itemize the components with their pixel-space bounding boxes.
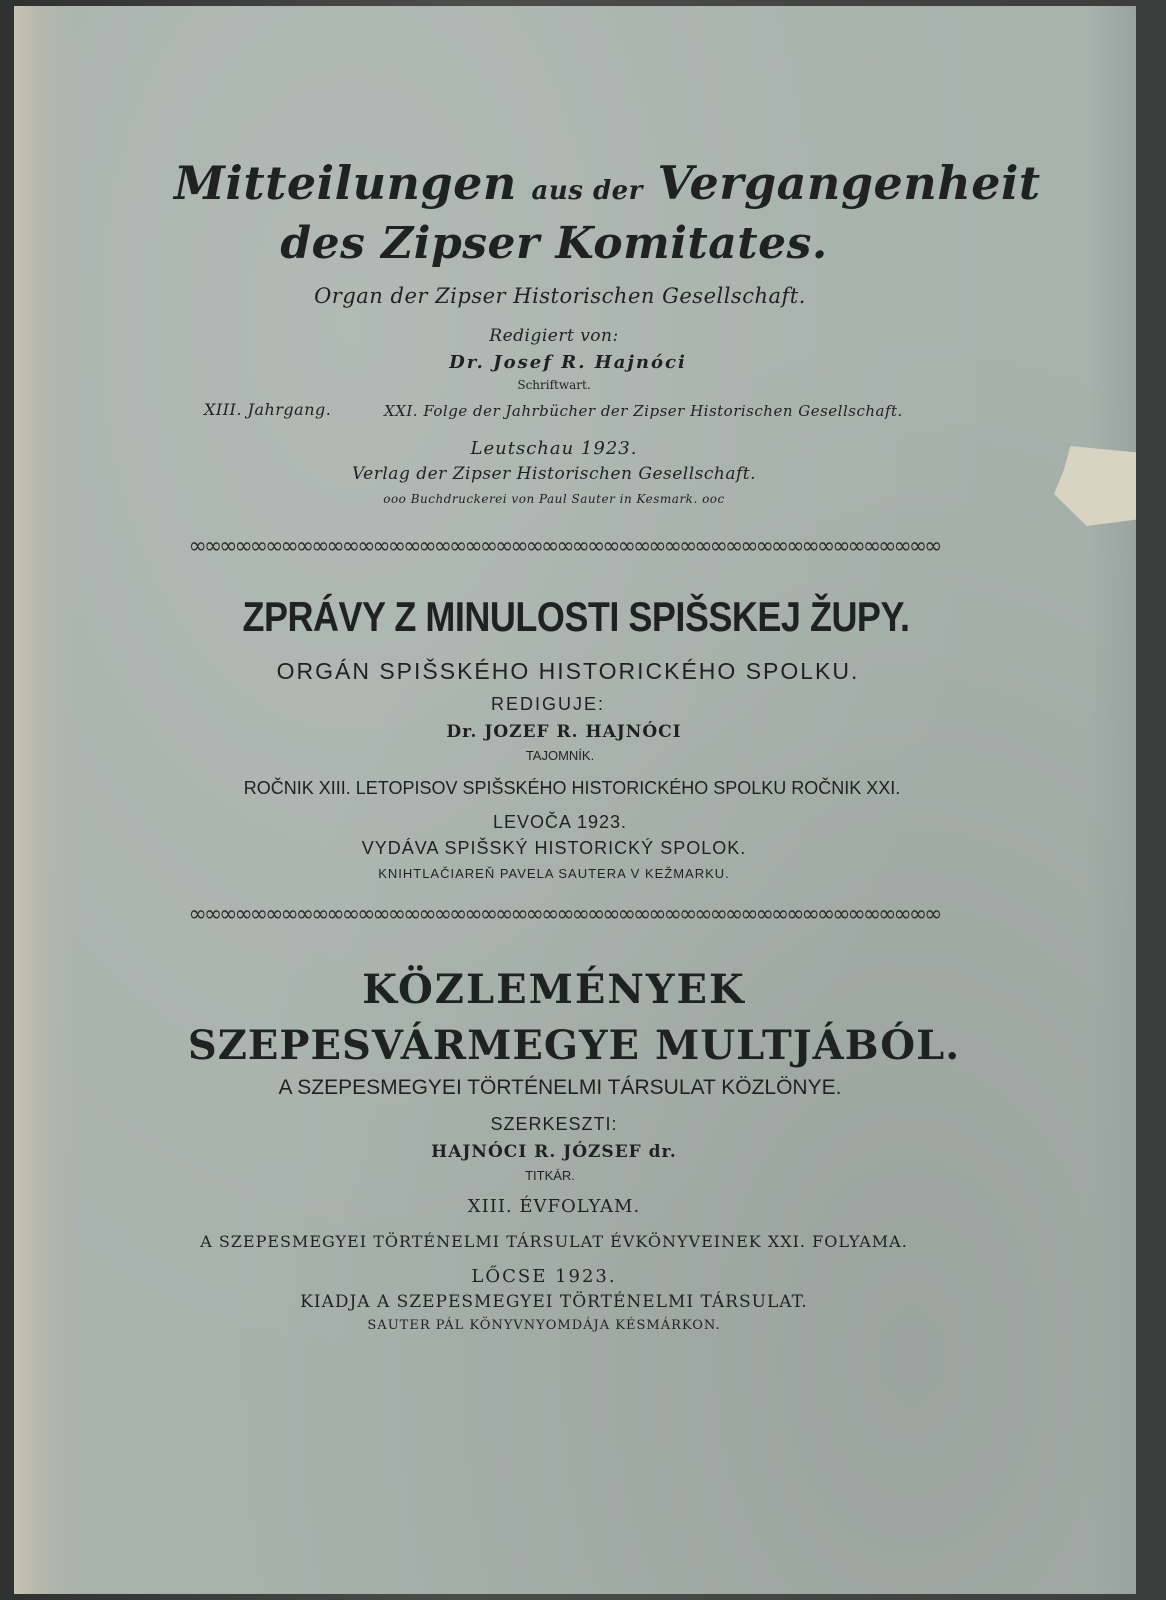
slovak-year-line: ROČNIK XIII. LETOPISOV SPIŠSKÉHO HISTORICKÉHO SPOLKU ROČNIK XXI. [243, 778, 901, 798]
german-printer: ooo Buchdruckerei von Paul Sauter in Kesmark. ooc [383, 492, 725, 506]
german-title-line1 [174, 156, 1041, 210]
german-volume: XIII. Jahrgang. [204, 400, 332, 419]
slovak-printer: KNIHTLAČIAREŇ PAVELA SAUTERA V KEŽMARKU. [378, 866, 730, 881]
hungarian-subtitle: A SZEPESMEGYEI TÖRTÉNELMI TÁRSULAT KÖZLÖNYE. [278, 1076, 842, 1099]
ornament-divider-2: ∞∞∞∞∞∞∞∞∞∞∞∞∞∞∞∞∞∞∞∞∞∞∞∞∞∞∞∞∞∞∞∞∞∞∞∞∞∞∞∞∞∞∞∞∞∞∞∞∞ [188, 902, 940, 926]
hungarian-volume: XIII. ÉVFOLYAM. [467, 1196, 641, 1217]
german-editor-role: Schriftwart. [517, 378, 591, 392]
torn-paper-patch [1054, 446, 1136, 526]
german-title-word-2: Vergangenheit [657, 156, 1041, 210]
german-series: XXI. Folge der Jahrbücher der Zipser Historischen Gesellschaft. [384, 402, 903, 420]
worn-left-edge [14, 6, 76, 1594]
german-subtitle: Organ der Zipser Historischen Gesellschaft. [314, 284, 806, 308]
hungarian-yearbook: A SZEPESMEGYEI TÖRTÉNELMI TÁRSULAT ÉVKÖNYVEINEK XXI. FOLYAMA. [200, 1232, 908, 1251]
german-title-connector: aus der [531, 176, 643, 206]
german-publisher: Verlag der Zipser Historischen Gesellschaft. [351, 464, 757, 484]
slovak-edited-by: REDIGUJE: [490, 694, 605, 714]
ornament-divider-1: ∞∞∞∞∞∞∞∞∞∞∞∞∞∞∞∞∞∞∞∞∞∞∞∞∞∞∞∞∞∞∞∞∞∞∞∞∞∞∞∞∞∞∞∞∞∞∞∞∞ [188, 534, 940, 558]
german-place-date: Leutschau 1923. [470, 438, 638, 459]
german-edited-by: Redigiert von: [489, 326, 619, 346]
worn-right-edge [1088, 6, 1136, 1594]
hungarian-printer: SAUTER PÁL KÖNYVNYOMDÁJA KÉSMÁRKON. [367, 1318, 721, 1333]
journal-cover [14, 6, 1136, 1594]
german-title-word-1: Mitteilungen [174, 156, 517, 210]
hungarian-publisher: KIADJA A SZEPESMEGYEI TÖRTÉNELMI TÁRSULAT. [300, 1292, 808, 1312]
slovak-title: ZPRÁVY Z MINULOSTI SPIŠSKEJ ŽUPY. [242, 592, 910, 640]
hungarian-editor-role: TITKÁR. [525, 1168, 575, 1183]
slovak-editor-role: TAJOMNÍK. [525, 748, 595, 763]
german-year-left [204, 400, 364, 419]
slovak-publisher: VYDÁVA SPIŠSKÝ HISTORICKÝ SPOLOK. [361, 838, 747, 858]
hungarian-title-line2: SZEPESVÁRMEGYE MULTJÁBÓL. [187, 1022, 961, 1069]
slovak-place-date: LEVOČA 1923. [492, 812, 628, 832]
slovak-editor: Dr. JOZEF R. HAJNÓCI [446, 722, 682, 742]
german-title-line2: des Zipser Komitates. [280, 218, 828, 269]
hungarian-title-line1: KÖZLEMÉNYEK [362, 966, 746, 1013]
hungarian-edited-by: SZERKESZTI: [490, 1114, 618, 1134]
slovak-subtitle: ORGÁN SPIŠSKÉHO HISTORICKÉHO SPOLKU. [276, 658, 860, 684]
german-editor: Dr. Josef R. Hajnóci [449, 352, 687, 373]
hungarian-place-date: LŐCSE 1923. [471, 1266, 617, 1287]
hungarian-editor: HAJNÓCI R. JÓZSEF dr. [431, 1142, 677, 1162]
